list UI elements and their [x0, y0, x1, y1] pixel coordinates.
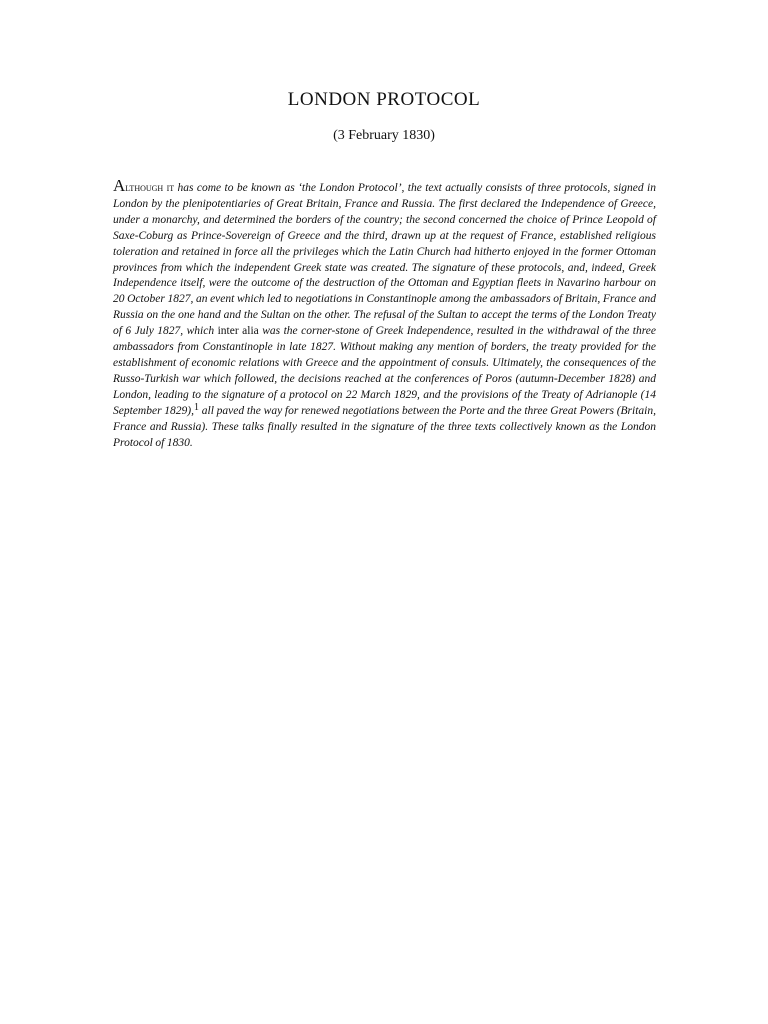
document-title: LONDON PROTOCOL: [287, 89, 481, 110]
inter-alia-term: inter alia: [217, 325, 259, 338]
lead-in-smallcaps: lthough it: [125, 182, 175, 194]
footnote-reference[interactable]: 1: [194, 401, 199, 413]
body-paragraph: [113, 178, 656, 451]
document-date: (3 February 1830): [333, 128, 435, 143]
paragraph-text-2: was the corner-stone of Greek Independence, resulted in the withdrawal of the three ambassadors from Constantinople in late 1827. Without making any mention of borders, the treaty provided for the establishment of economic relations with Greece and the appointment of consuls. Ultimately, the consequences of the Russo-Turkish war which followed, the decisions reached at the conferences of Poros (autumn-December 1828) and London, leading to the signature of a protocol on 22 March 1829, and the provisions of the Treaty of Adrianople (14 September 1829),: [113, 325, 656, 417]
drop-cap: A: [113, 176, 126, 195]
paragraph-text-3: all paved the way for renewed negotiations between the Porte and the three Great Powers (Britain, France and Russia). These talks finally resulted in the signature of the three texts collectively known as the London Protocol of 1830.: [113, 404, 656, 449]
paragraph-text-1: has come to be known as ‘the London Protocol’, the text actually consists of three protocols, signed in London by the plenipotentiaries of Great Britain, France and Russia. The first declared the Independence of Greece, under a monarchy, and determined the borders of the country; the second concerned the choice of Prince Leopold of Saxe-Coburg as Prince-Sovereign of Greece and the third, drawn up at the request of France, established religious toleration and retained in force all the privileges which the Latin Church had hitherto enjoyed in the former Ottoman provinces from which the independent Greek state was created. The signature of these protocols, and, indeed, Greek Independence itself, were the outcome of the destruction of the Ottoman and Egyptian fleets in Navarino harbour on 20 October 1827, an event which led to negotiations in Constantinople among the ambassadors of Britain, France and Russia on the one hand and the Sultan on the other. The refusal of the Sultan to accept the terms of the London Treaty of 6 July 1827, which: [113, 182, 656, 338]
